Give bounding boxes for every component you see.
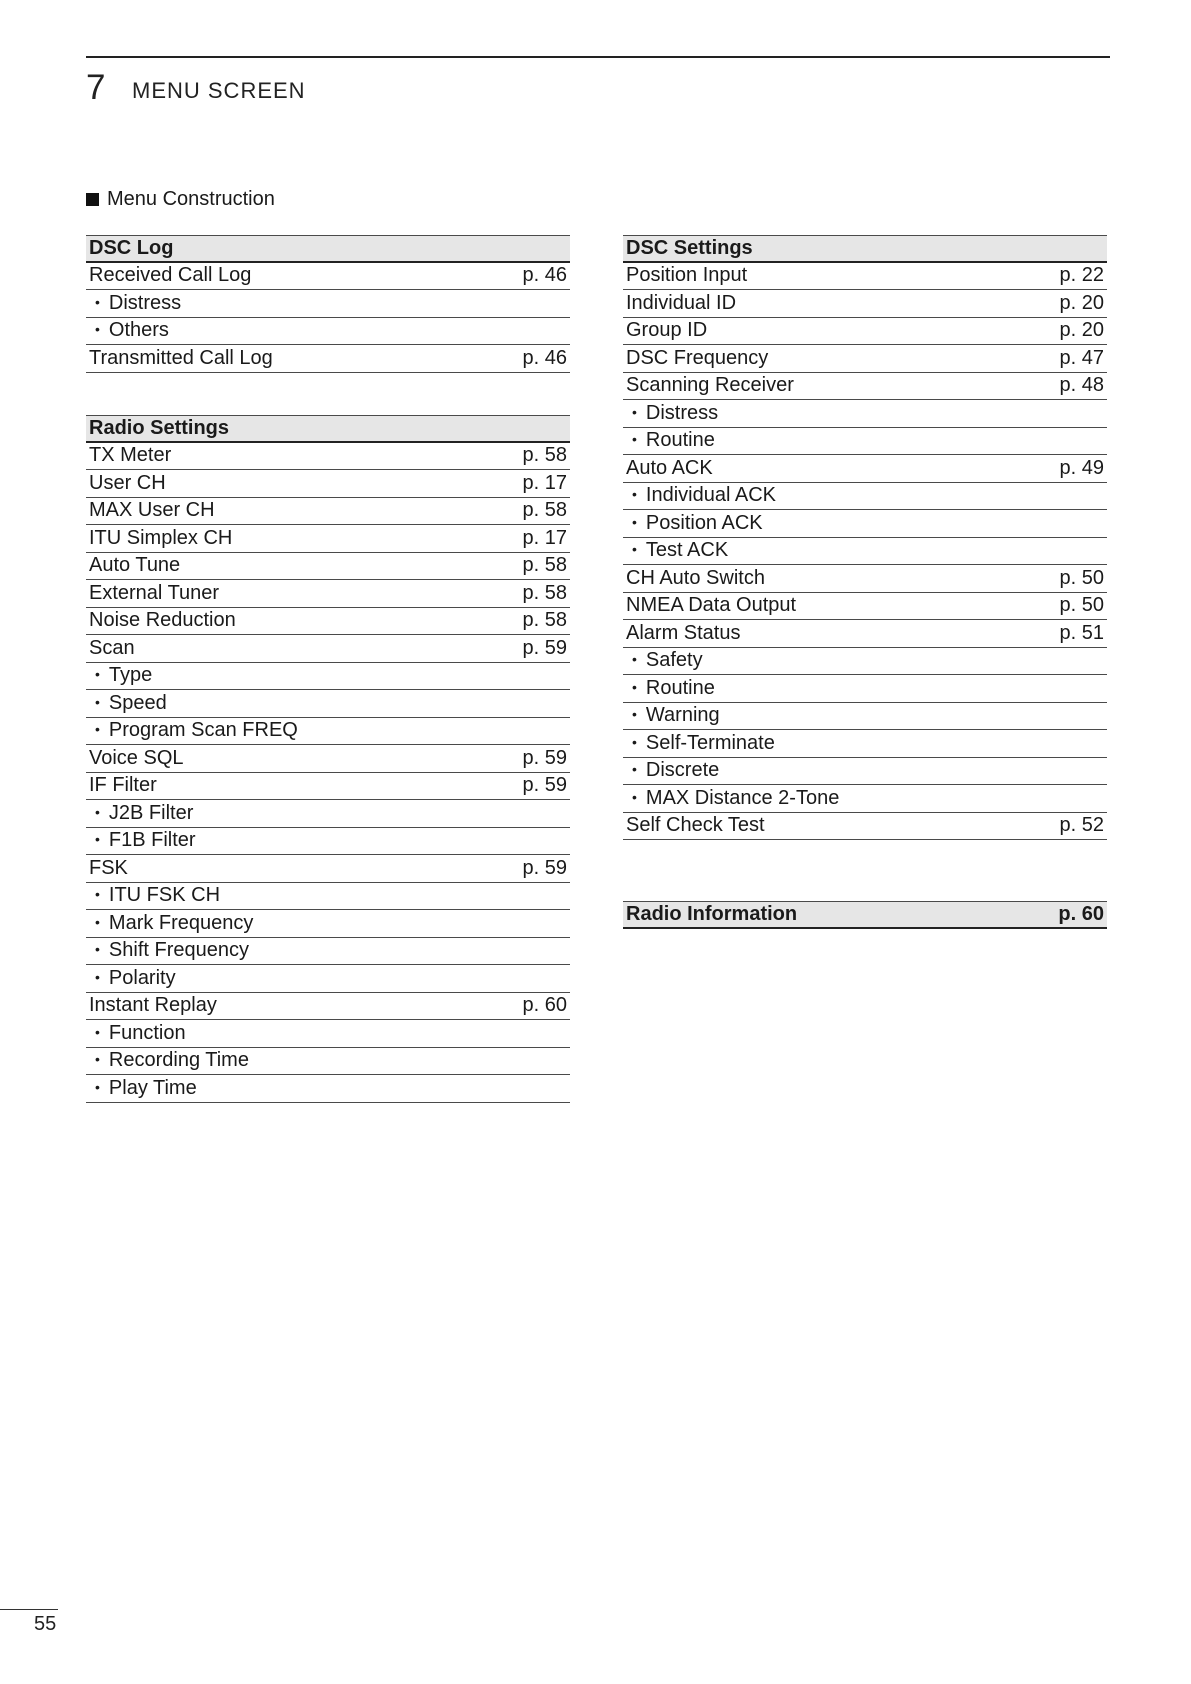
menu-item-label: Individual ID xyxy=(626,291,737,314)
menu-item-label: • Distress xyxy=(626,402,718,425)
header-rule xyxy=(86,56,1110,58)
menu-item-label: Self Check Test xyxy=(626,814,765,837)
menu-item-label: MAX User CH xyxy=(89,499,215,522)
submenu-item xyxy=(623,483,1107,511)
radio-settings-table xyxy=(86,415,570,1103)
menu-item-label: Received Call Log xyxy=(89,264,252,287)
submenu-item xyxy=(623,785,1107,813)
page-reference: p. 20 xyxy=(1059,319,1104,342)
table-title: Radio Information xyxy=(626,902,798,925)
submenu-item xyxy=(623,675,1107,703)
submenu-item xyxy=(86,690,570,718)
menu-item xyxy=(86,470,570,498)
chapter-number: 7 xyxy=(86,68,106,107)
menu-item-label: • Safety xyxy=(626,649,703,672)
menu-item-label: • Warning xyxy=(626,704,720,727)
dsc-log-table xyxy=(86,235,570,373)
page-reference: p. 46 xyxy=(522,346,567,369)
menu-item xyxy=(86,553,570,581)
submenu-item xyxy=(86,965,570,993)
page-number: 55 xyxy=(34,1613,57,1635)
menu-item xyxy=(623,813,1107,841)
menu-item xyxy=(86,993,570,1021)
radio-information-table xyxy=(623,901,1107,929)
menu-item-label: • Polarity xyxy=(89,967,176,990)
page-reference: p. 50 xyxy=(1059,594,1104,617)
dsc-settings-header xyxy=(623,235,1107,263)
page-reference: p. 47 xyxy=(1059,346,1104,369)
menu-item-label: • Distress xyxy=(89,292,181,315)
page-reference: p. 58 xyxy=(522,554,567,577)
menu-item xyxy=(86,855,570,883)
submenu-item xyxy=(86,828,570,856)
menu-item-label: • Mark Frequency xyxy=(89,912,253,935)
menu-item-label: • Recording Time xyxy=(89,1049,249,1072)
table-title: Radio Settings xyxy=(89,416,230,439)
menu-item xyxy=(623,290,1107,318)
page-reference: p. 59 xyxy=(522,636,567,659)
submenu-item xyxy=(86,800,570,828)
page-reference: p. 58 xyxy=(522,581,567,604)
submenu-item xyxy=(623,510,1107,538)
submenu-item xyxy=(86,910,570,938)
submenu-item xyxy=(623,428,1107,456)
page-reference: p. 50 xyxy=(1059,566,1104,589)
menu-item-label: • Test ACK xyxy=(626,539,728,562)
menu-item xyxy=(86,635,570,663)
page-reference: p. 59 xyxy=(522,746,567,769)
page-reference: p. 58 xyxy=(522,444,567,467)
submenu-item xyxy=(623,538,1107,566)
menu-item xyxy=(86,525,570,553)
menu-item-label: CH Auto Switch xyxy=(626,566,765,589)
submenu-item xyxy=(86,1020,570,1048)
menu-item-label: • Others xyxy=(89,319,169,342)
page-reference: p. 58 xyxy=(522,499,567,522)
submenu-item xyxy=(86,938,570,966)
menu-item-label: Alarm Status xyxy=(626,621,741,644)
page-reference: p. 17 xyxy=(522,471,567,494)
radio-settings-header xyxy=(86,415,570,443)
section-heading-text: Menu Construction xyxy=(107,188,275,210)
menu-item xyxy=(86,580,570,608)
submenu-item xyxy=(86,718,570,746)
section-heading xyxy=(86,187,275,211)
menu-item-label: • Shift Frequency xyxy=(89,939,249,962)
page-reference: p. 48 xyxy=(1059,374,1104,397)
menu-item-label: • MAX Distance 2-Tone xyxy=(626,787,839,810)
menu-item xyxy=(623,620,1107,648)
table-title: DSC Settings xyxy=(626,236,753,259)
menu-item-label: Auto Tune xyxy=(89,554,181,577)
menu-item-label: • Individual ACK xyxy=(626,484,776,507)
menu-item xyxy=(623,593,1107,621)
menu-item-label: • Position ACK xyxy=(626,512,763,535)
page-reference: p. 17 xyxy=(522,526,567,549)
menu-item xyxy=(86,773,570,801)
page-reference: p. 20 xyxy=(1059,291,1104,314)
menu-item-label: NMEA Data Output xyxy=(626,594,797,617)
menu-item-label: • ITU FSK CH xyxy=(89,884,220,907)
menu-item xyxy=(86,263,570,291)
table-title: DSC Log xyxy=(89,236,174,259)
submenu-item xyxy=(86,1075,570,1103)
menu-item-label: • Discrete xyxy=(626,759,719,782)
page-reference: p. 46 xyxy=(522,264,567,287)
page-reference: p. 60 xyxy=(522,994,567,1017)
page-reference: p. 60 xyxy=(1058,902,1104,925)
page-reference: p. 59 xyxy=(522,856,567,879)
chapter-title: MENU SCREEN xyxy=(132,78,306,103)
menu-item-label: FSK xyxy=(89,856,128,879)
page-reference: p. 52 xyxy=(1059,814,1104,837)
menu-item-label: • Routine xyxy=(626,677,715,700)
menu-item-label: TX Meter xyxy=(89,444,172,467)
submenu-item xyxy=(623,400,1107,428)
footer-rule xyxy=(0,1609,58,1610)
menu-item-label: • Type xyxy=(89,664,152,687)
submenu-item xyxy=(86,1048,570,1076)
submenu-item xyxy=(623,648,1107,676)
menu-item-label: • Speed xyxy=(89,692,167,715)
dsc-log-header xyxy=(86,235,570,263)
menu-item xyxy=(623,455,1107,483)
radio-information-header xyxy=(623,901,1107,929)
menu-item xyxy=(623,373,1107,401)
menu-item-label: User CH xyxy=(89,471,166,494)
menu-item-label: • Function xyxy=(89,1022,186,1045)
menu-item-label: • J2B Filter xyxy=(89,802,193,825)
menu-item xyxy=(86,498,570,526)
square-bullet-icon xyxy=(86,193,99,206)
menu-item xyxy=(623,345,1107,373)
menu-item xyxy=(86,443,570,471)
page-reference: p. 49 xyxy=(1059,456,1104,479)
menu-item-label: Instant Replay xyxy=(89,994,217,1017)
submenu-item xyxy=(86,290,570,318)
menu-item xyxy=(86,345,570,373)
dsc-settings-table xyxy=(623,235,1107,840)
menu-item-label: DSC Frequency xyxy=(626,346,769,369)
page-reference: p. 51 xyxy=(1059,621,1104,644)
menu-item-label: ITU Simplex CH xyxy=(89,526,233,549)
menu-item-label: • Routine xyxy=(626,429,715,452)
submenu-item xyxy=(86,883,570,911)
menu-item-label: Position Input xyxy=(626,264,748,287)
menu-item-label: Voice SQL xyxy=(89,746,184,769)
menu-item-label: Auto ACK xyxy=(626,456,713,479)
menu-item xyxy=(623,318,1107,346)
submenu-item xyxy=(623,758,1107,786)
menu-item-label: Scanning Receiver xyxy=(626,374,794,397)
menu-item-label: External Tuner xyxy=(89,581,220,604)
menu-item-label: • Self-Terminate xyxy=(626,732,775,755)
page-reference: p. 58 xyxy=(522,609,567,632)
submenu-item xyxy=(86,318,570,346)
menu-item-label: Transmitted Call Log xyxy=(89,346,273,369)
menu-item-label: • F1B Filter xyxy=(89,829,196,852)
page-reference: p. 59 xyxy=(522,774,567,797)
menu-item xyxy=(86,608,570,636)
submenu-item xyxy=(623,703,1107,731)
menu-item xyxy=(623,263,1107,291)
menu-item-label: IF Filter xyxy=(89,774,157,797)
menu-item-label: • Program Scan FREQ xyxy=(89,719,298,742)
submenu-item xyxy=(623,730,1107,758)
page-reference: p. 22 xyxy=(1059,264,1104,287)
submenu-item xyxy=(86,663,570,691)
menu-item-label: • Play Time xyxy=(89,1077,197,1100)
menu-item-label: Group ID xyxy=(626,319,708,342)
menu-item-label: Noise Reduction xyxy=(89,609,236,632)
menu-item xyxy=(623,565,1107,593)
menu-item xyxy=(86,745,570,773)
menu-item-label: Scan xyxy=(89,636,135,659)
